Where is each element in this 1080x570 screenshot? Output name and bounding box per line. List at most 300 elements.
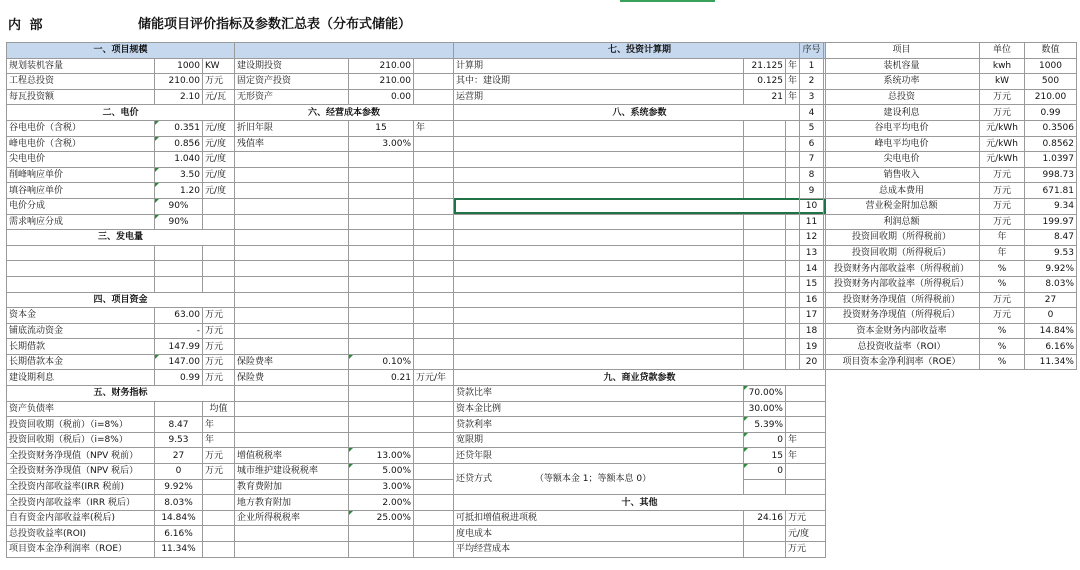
- cell[interactable]: 万元/年: [414, 370, 454, 386]
- cell[interactable]: 填谷响应单价: [7, 183, 155, 199]
- summary-unit[interactable]: kwh: [980, 58, 1025, 74]
- cell[interactable]: 2.00%: [349, 495, 414, 511]
- summary-item[interactable]: 利润总额: [824, 214, 980, 230]
- cell[interactable]: 万元: [203, 354, 235, 370]
- cell[interactable]: [744, 261, 786, 277]
- summary-index[interactable]: 4: [800, 105, 824, 121]
- cell[interactable]: [454, 136, 744, 152]
- cell[interactable]: [235, 339, 349, 355]
- cell[interactable]: [235, 323, 349, 339]
- cell[interactable]: 城市维护建设税税率: [235, 464, 349, 480]
- cell[interactable]: 0: [155, 464, 203, 480]
- summary-index[interactable]: 11: [800, 214, 824, 230]
- cell[interactable]: [454, 214, 744, 230]
- cell[interactable]: 年: [203, 417, 235, 433]
- summary-item[interactable]: 建设利息: [824, 105, 980, 121]
- summary-value[interactable]: 14.84%: [1025, 323, 1077, 339]
- cell[interactable]: [349, 292, 414, 308]
- cell[interactable]: 15: [744, 448, 786, 464]
- summary-index[interactable]: 18: [800, 323, 824, 339]
- cell[interactable]: 项目资本金净利润率（ROE）: [7, 542, 155, 558]
- cell[interactable]: 计算期: [454, 58, 744, 74]
- cell[interactable]: [414, 323, 454, 339]
- cell[interactable]: 0.351: [155, 120, 203, 136]
- cell[interactable]: [235, 292, 349, 308]
- cell[interactable]: 全投资内部收益率（IRR 税后）: [7, 495, 155, 511]
- cell[interactable]: 5.39%: [744, 417, 786, 433]
- summary-value[interactable]: 8.47: [1025, 230, 1077, 246]
- cell[interactable]: [744, 183, 786, 199]
- cell[interactable]: 1.20: [155, 183, 203, 199]
- cell[interactable]: 21.125: [744, 58, 786, 74]
- summary-index[interactable]: 9: [800, 183, 824, 199]
- cell[interactable]: 全投资内部收益率(IRR 税前): [7, 479, 155, 495]
- cell[interactable]: 9.92%: [155, 479, 203, 495]
- summary-unit[interactable]: 万元: [980, 214, 1025, 230]
- cell[interactable]: [454, 354, 744, 370]
- cell[interactable]: [349, 432, 414, 448]
- cell[interactable]: 63.00: [155, 308, 203, 324]
- cell[interactable]: [414, 167, 454, 183]
- summary-unit[interactable]: 万元: [980, 89, 1025, 105]
- summary-unit[interactable]: 万元: [980, 198, 1025, 214]
- cell[interactable]: 年: [786, 58, 826, 74]
- cell[interactable]: 万元: [203, 339, 235, 355]
- cell[interactable]: [454, 261, 744, 277]
- cell[interactable]: [414, 386, 454, 402]
- cell-repayment-method[interactable]: [454, 464, 744, 495]
- summary-item[interactable]: 投资财务内部收益率（所得税后）: [824, 276, 980, 292]
- cell[interactable]: [349, 152, 414, 168]
- summary-value[interactable]: 998.73: [1025, 167, 1077, 183]
- cell[interactable]: 3.50: [155, 167, 203, 183]
- cell[interactable]: [786, 479, 826, 495]
- cell[interactable]: [414, 308, 454, 324]
- cell[interactable]: 资本金: [7, 308, 155, 324]
- cell[interactable]: 年: [786, 89, 826, 105]
- cell[interactable]: [744, 308, 786, 324]
- summary-unit[interactable]: 万元: [980, 308, 1025, 324]
- cell[interactable]: 其中：建设期: [454, 74, 744, 90]
- summary-item[interactable]: 销售收入: [824, 167, 980, 183]
- summary-item[interactable]: 装机容量: [824, 58, 980, 74]
- summary-index[interactable]: 6: [800, 136, 824, 152]
- cell[interactable]: [349, 167, 414, 183]
- cell[interactable]: 长期借款: [7, 339, 155, 355]
- cell[interactable]: 万元: [203, 370, 235, 386]
- summary-value[interactable]: 500: [1025, 74, 1077, 90]
- summary-value[interactable]: 0.8562: [1025, 136, 1077, 152]
- cell[interactable]: [349, 401, 414, 417]
- cell[interactable]: [454, 323, 744, 339]
- summary-unit[interactable]: %: [980, 323, 1025, 339]
- summary-index[interactable]: 20: [800, 354, 824, 370]
- summary-index[interactable]: 12: [800, 230, 824, 246]
- summary-unit[interactable]: 元/kWh: [980, 152, 1025, 168]
- summary-unit[interactable]: %: [980, 354, 1025, 370]
- cell[interactable]: 6.16%: [155, 526, 203, 542]
- cell[interactable]: 210.00: [155, 74, 203, 90]
- cell[interactable]: [414, 542, 454, 558]
- cell[interactable]: 自有资金内部收益率(税后): [7, 510, 155, 526]
- summary-index[interactable]: 7: [800, 152, 824, 168]
- cell[interactable]: [235, 183, 349, 199]
- cell[interactable]: [744, 230, 786, 246]
- cell[interactable]: [454, 292, 744, 308]
- cell[interactable]: 电价分成: [7, 198, 155, 214]
- cell[interactable]: [349, 323, 414, 339]
- summary-value[interactable]: 210.00: [1025, 89, 1077, 105]
- cell[interactable]: [454, 245, 744, 261]
- cell[interactable]: 残值率: [235, 136, 349, 152]
- cell[interactable]: [414, 245, 454, 261]
- cell[interactable]: 万元: [786, 510, 826, 526]
- summary-unit[interactable]: kW: [980, 74, 1025, 90]
- cell[interactable]: 0.125: [744, 74, 786, 90]
- cell[interactable]: 0.856: [155, 136, 203, 152]
- cell[interactable]: [786, 386, 826, 402]
- summary-index[interactable]: 1: [800, 58, 824, 74]
- cell[interactable]: 万元: [203, 448, 235, 464]
- cell[interactable]: 固定资产投资: [235, 74, 349, 90]
- summary-unit[interactable]: 万元: [980, 292, 1025, 308]
- cell[interactable]: 8.03%: [155, 495, 203, 511]
- cell[interactable]: 0: [744, 432, 786, 448]
- summary-value[interactable]: 9.34: [1025, 198, 1077, 214]
- cell[interactable]: [349, 245, 414, 261]
- cell[interactable]: [454, 339, 744, 355]
- cell[interactable]: [454, 167, 744, 183]
- cell[interactable]: [7, 276, 155, 292]
- cell[interactable]: [235, 308, 349, 324]
- cell[interactable]: 年: [786, 448, 826, 464]
- cell[interactable]: 70.00%: [744, 386, 786, 402]
- cell[interactable]: 25.00%: [349, 510, 414, 526]
- cell[interactable]: [414, 136, 454, 152]
- cell[interactable]: 贷款比率: [454, 386, 744, 402]
- cell[interactable]: [454, 152, 744, 168]
- cell[interactable]: 1.040: [155, 152, 203, 168]
- summary-index[interactable]: 17: [800, 308, 824, 324]
- cell[interactable]: 210.00: [349, 58, 414, 74]
- cell[interactable]: 元/瓦: [203, 89, 235, 105]
- cell[interactable]: [414, 183, 454, 199]
- cell[interactable]: 尖电电价: [7, 152, 155, 168]
- summary-item[interactable]: 投资回收期（所得税前）: [824, 230, 980, 246]
- cell[interactable]: [349, 230, 414, 246]
- cell[interactable]: [744, 526, 786, 542]
- cell[interactable]: 贷款利率: [454, 417, 744, 433]
- cell[interactable]: [7, 261, 155, 277]
- cell[interactable]: [203, 261, 235, 277]
- cell[interactable]: 均值: [203, 401, 235, 417]
- cell[interactable]: 年: [786, 74, 826, 90]
- cell[interactable]: 企业所得税税率: [235, 510, 349, 526]
- cell[interactable]: [414, 448, 454, 464]
- cell[interactable]: [349, 417, 414, 433]
- cell[interactable]: KW: [203, 58, 235, 74]
- cell[interactable]: 0.10%: [349, 354, 414, 370]
- cell[interactable]: 元/度: [786, 526, 826, 542]
- cell[interactable]: -: [155, 323, 203, 339]
- cell[interactable]: 保险费: [235, 370, 349, 386]
- cell[interactable]: [744, 542, 786, 558]
- cell[interactable]: [454, 276, 744, 292]
- cell[interactable]: [203, 214, 235, 230]
- cell[interactable]: [203, 479, 235, 495]
- cell[interactable]: [414, 432, 454, 448]
- cell[interactable]: 2.10: [155, 89, 203, 105]
- cell[interactable]: [349, 542, 414, 558]
- cell[interactable]: [414, 292, 454, 308]
- cell[interactable]: [155, 401, 203, 417]
- cell[interactable]: [203, 245, 235, 261]
- summary-value[interactable]: 1.0397: [1025, 152, 1077, 168]
- summary-index[interactable]: 2: [800, 74, 824, 90]
- summary-index[interactable]: 14: [800, 261, 824, 277]
- summary-unit[interactable]: 万元: [980, 105, 1025, 121]
- selected-cell[interactable]: [454, 198, 826, 214]
- cell[interactable]: 建设期投资: [235, 58, 349, 74]
- cell[interactable]: 折旧年限: [235, 120, 349, 136]
- cell[interactable]: 还贷年限: [454, 448, 744, 464]
- cell[interactable]: [744, 120, 786, 136]
- cell[interactable]: 0: [744, 464, 786, 480]
- cell[interactable]: [414, 214, 454, 230]
- summary-item[interactable]: 总投资收益率（ROI）: [824, 339, 980, 355]
- cell[interactable]: 27: [155, 448, 203, 464]
- cell[interactable]: [414, 401, 454, 417]
- cell[interactable]: [203, 526, 235, 542]
- cell[interactable]: 元/度: [203, 136, 235, 152]
- summary-value[interactable]: 199.97: [1025, 214, 1077, 230]
- summary-unit[interactable]: 年: [980, 230, 1025, 246]
- summary-unit[interactable]: 万元: [980, 167, 1025, 183]
- cell[interactable]: [7, 245, 155, 261]
- cell[interactable]: [744, 354, 786, 370]
- summary-index[interactable]: 8: [800, 167, 824, 183]
- cell[interactable]: [744, 479, 786, 495]
- summary-item[interactable]: 峰电平均电价: [824, 136, 980, 152]
- cell[interactable]: [235, 167, 349, 183]
- summary-value[interactable]: 6.16%: [1025, 339, 1077, 355]
- summary-item[interactable]: 资本金财务内部收益率: [824, 323, 980, 339]
- cell[interactable]: 3.00%: [349, 479, 414, 495]
- cell[interactable]: [744, 245, 786, 261]
- cell[interactable]: 峰电电价（含税）: [7, 136, 155, 152]
- cell[interactable]: 增值税税率: [235, 448, 349, 464]
- cell[interactable]: [786, 417, 826, 433]
- cell[interactable]: 教育费附加: [235, 479, 349, 495]
- cell[interactable]: 万元: [786, 542, 826, 558]
- cell[interactable]: [414, 58, 454, 74]
- summary-item[interactable]: 投资财务净现值（所得税前）: [824, 292, 980, 308]
- cell[interactable]: 元/度: [203, 120, 235, 136]
- summary-unit[interactable]: %: [980, 276, 1025, 292]
- cell[interactable]: 可抵扣增值税进项税: [454, 510, 744, 526]
- summary-value[interactable]: 11.34%: [1025, 354, 1077, 370]
- summary-index[interactable]: 19: [800, 339, 824, 355]
- summary-item[interactable]: 总成本费用: [824, 183, 980, 199]
- cell[interactable]: [349, 386, 414, 402]
- cell[interactable]: [349, 214, 414, 230]
- cell[interactable]: 90%: [155, 214, 203, 230]
- cell[interactable]: 资产负债率: [7, 401, 155, 417]
- cell[interactable]: 保险费率: [235, 354, 349, 370]
- summary-value[interactable]: 8.03%: [1025, 276, 1077, 292]
- cell[interactable]: [235, 401, 349, 417]
- cell[interactable]: [235, 542, 349, 558]
- summary-index[interactable]: 13: [800, 245, 824, 261]
- cell[interactable]: 9.53: [155, 432, 203, 448]
- cell[interactable]: 0.21: [349, 370, 414, 386]
- cell[interactable]: [235, 417, 349, 433]
- cell[interactable]: [414, 417, 454, 433]
- cell[interactable]: [744, 214, 786, 230]
- cell[interactable]: [235, 261, 349, 277]
- cell[interactable]: 年: [203, 432, 235, 448]
- summary-item[interactable]: 投资财务内部收益率（所得税前）: [824, 261, 980, 277]
- summary-unit[interactable]: 元/kWh: [980, 120, 1025, 136]
- cell[interactable]: 宽限期: [454, 432, 744, 448]
- summary-item[interactable]: 谷电平均电价: [824, 120, 980, 136]
- summary-unit[interactable]: 元/kWh: [980, 136, 1025, 152]
- cell[interactable]: [155, 276, 203, 292]
- cell[interactable]: 8.47: [155, 417, 203, 433]
- cell[interactable]: 24.16: [744, 510, 786, 526]
- cell[interactable]: [349, 308, 414, 324]
- cell[interactable]: 万元: [203, 464, 235, 480]
- cell[interactable]: [349, 526, 414, 542]
- summary-value[interactable]: 0.3506: [1025, 120, 1077, 136]
- cell[interactable]: [744, 152, 786, 168]
- cell[interactable]: [414, 479, 454, 495]
- cell[interactable]: [235, 152, 349, 168]
- cell[interactable]: 30.00%: [744, 401, 786, 417]
- cell[interactable]: 削峰响应单价: [7, 167, 155, 183]
- cell[interactable]: 铺底流动资金: [7, 323, 155, 339]
- cell[interactable]: 147.99: [155, 339, 203, 355]
- cell[interactable]: 资本金比例: [454, 401, 744, 417]
- summary-unit[interactable]: 年: [980, 245, 1025, 261]
- cell[interactable]: 长期借款本金: [7, 354, 155, 370]
- summary-item[interactable]: 营业税金附加总额: [824, 198, 980, 214]
- summary-item[interactable]: 投资回收期（所得税后）: [824, 245, 980, 261]
- cell[interactable]: 0.99: [155, 370, 203, 386]
- cell[interactable]: 90%: [155, 198, 203, 214]
- cell[interactable]: [349, 276, 414, 292]
- summary-value[interactable]: 27: [1025, 292, 1077, 308]
- summary-value[interactable]: 1000: [1025, 58, 1077, 74]
- cell[interactable]: 全投资财务净现值（NPV 税后）: [7, 464, 155, 480]
- summary-index[interactable]: 5: [800, 120, 824, 136]
- cell[interactable]: 运营期: [454, 89, 744, 105]
- summary-unit[interactable]: %: [980, 261, 1025, 277]
- cell[interactable]: [454, 308, 744, 324]
- cell[interactable]: [414, 339, 454, 355]
- cell[interactable]: [414, 510, 454, 526]
- cell[interactable]: [454, 120, 744, 136]
- cell[interactable]: [786, 401, 826, 417]
- cell[interactable]: [414, 464, 454, 480]
- cell[interactable]: 全投资财务净现值（NPV 税前）: [7, 448, 155, 464]
- summary-value[interactable]: 0.99: [1025, 105, 1077, 121]
- cell[interactable]: [744, 323, 786, 339]
- cell[interactable]: [454, 183, 744, 199]
- cell[interactable]: 元/度: [203, 152, 235, 168]
- cell[interactable]: [744, 136, 786, 152]
- summary-item[interactable]: 总投资: [824, 89, 980, 105]
- cell[interactable]: [155, 261, 203, 277]
- cell[interactable]: [349, 183, 414, 199]
- cell[interactable]: 21: [744, 89, 786, 105]
- cell[interactable]: 投资回收期（税后）（i=8%）: [7, 432, 155, 448]
- cell[interactable]: 需求响应分成: [7, 214, 155, 230]
- cell[interactable]: [235, 276, 349, 292]
- cell[interactable]: 年: [786, 432, 826, 448]
- cell[interactable]: 万元: [203, 308, 235, 324]
- cell[interactable]: [414, 74, 454, 90]
- summary-item[interactable]: 尖电电价: [824, 152, 980, 168]
- cell[interactable]: [414, 198, 454, 214]
- cell[interactable]: 13.00%: [349, 448, 414, 464]
- summary-item[interactable]: 项目资本金净利润率（ROE）: [824, 354, 980, 370]
- cell[interactable]: [235, 198, 349, 214]
- cell[interactable]: [203, 542, 235, 558]
- summary-index[interactable]: 10: [800, 198, 824, 214]
- cell[interactable]: [414, 495, 454, 511]
- cell[interactable]: [235, 526, 349, 542]
- summary-item[interactable]: 系统功率: [824, 74, 980, 90]
- cell[interactable]: [414, 276, 454, 292]
- cell[interactable]: [414, 152, 454, 168]
- summary-index[interactable]: 3: [800, 89, 824, 105]
- cell[interactable]: 规划装机容量: [7, 58, 155, 74]
- cell[interactable]: 谷电电价（含税）: [7, 120, 155, 136]
- cell[interactable]: [235, 214, 349, 230]
- summary-value[interactable]: 0: [1025, 308, 1077, 324]
- cell[interactable]: [786, 464, 826, 480]
- cell[interactable]: 0.00: [349, 89, 414, 105]
- summary-unit[interactable]: %: [980, 339, 1025, 355]
- summary-item[interactable]: 投资财务净现值（所得税后）: [824, 308, 980, 324]
- cell[interactable]: 14.84%: [155, 510, 203, 526]
- cell[interactable]: [203, 495, 235, 511]
- cell[interactable]: [744, 167, 786, 183]
- cell[interactable]: [155, 245, 203, 261]
- cell[interactable]: [235, 386, 349, 402]
- cell[interactable]: 每瓦投资额: [7, 89, 155, 105]
- cell[interactable]: 平均经营成本: [454, 542, 744, 558]
- cell[interactable]: 投资回收期（税前）（i=8%）: [7, 417, 155, 433]
- cell[interactable]: [235, 245, 349, 261]
- cell[interactable]: 元/度: [203, 167, 235, 183]
- cell[interactable]: [203, 510, 235, 526]
- cell[interactable]: 无形资产: [235, 89, 349, 105]
- cell[interactable]: [744, 276, 786, 292]
- cell[interactable]: [744, 339, 786, 355]
- summary-value[interactable]: 671.81: [1025, 183, 1077, 199]
- cell[interactable]: [414, 526, 454, 542]
- cell[interactable]: 年: [414, 120, 454, 136]
- cell[interactable]: 5.00%: [349, 464, 414, 480]
- cell[interactable]: 210.00: [349, 74, 414, 90]
- cell[interactable]: [744, 292, 786, 308]
- cell[interactable]: 万元: [203, 74, 235, 90]
- cell[interactable]: 万元: [203, 323, 235, 339]
- cell[interactable]: [414, 89, 454, 105]
- cell[interactable]: 1000: [155, 58, 203, 74]
